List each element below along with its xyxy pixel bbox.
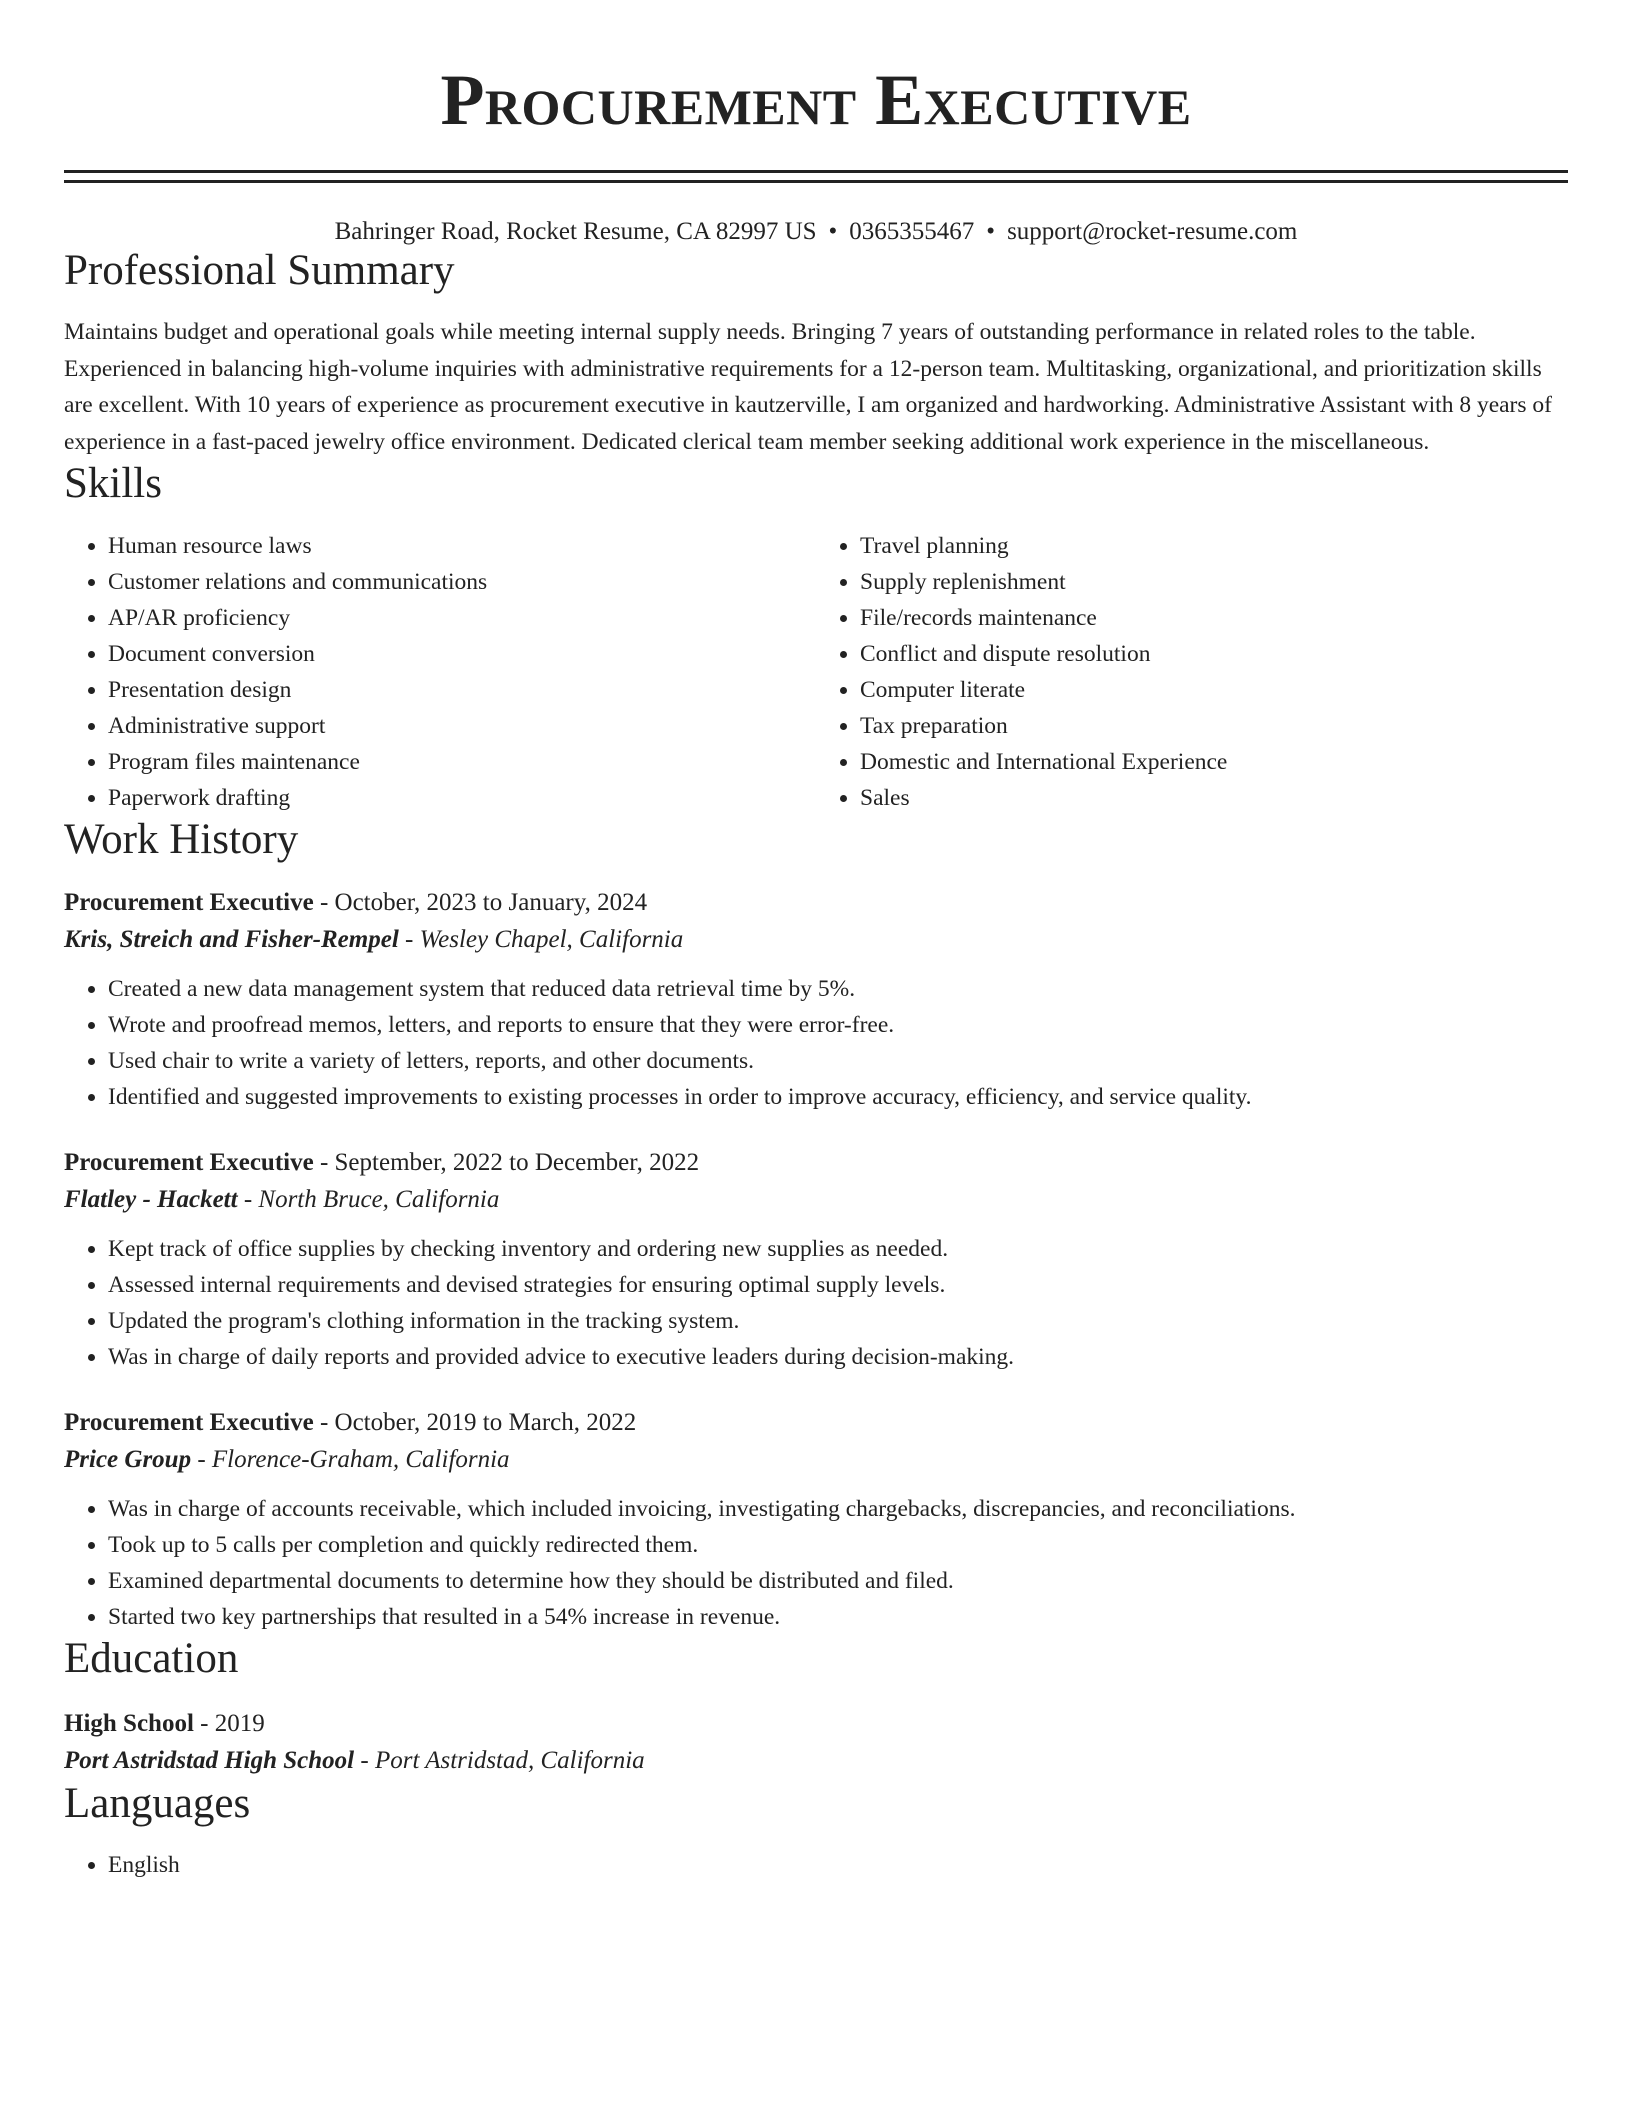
job-company-line: [64, 921, 1568, 959]
skill-item: • Domestic and International Experience: [860, 744, 1568, 780]
job-title-line: [64, 885, 1568, 921]
job-bullet: • Was in charge of daily reports and provided advice to executive leaders during decision-making.: [108, 1339, 1568, 1375]
skill-item: • Human resource laws: [108, 528, 816, 564]
job-location: - North Bruce, California: [237, 1185, 500, 1213]
skills-list-left: [64, 528, 816, 816]
job-bullet: • Examined departmental documents to determine how they should be distributed and filed.: [108, 1563, 1568, 1599]
work-history-heading: Work History: [64, 815, 299, 863]
skill-item: • Travel planning: [860, 528, 1568, 564]
job-company: Flatley - Hackett: [64, 1185, 238, 1213]
contact-phone: 0365355467: [849, 218, 975, 245]
job-role: Procurement Executive: [64, 1148, 314, 1176]
job-company-line: [64, 1441, 1568, 1479]
skill-item: • Tax preparation: [860, 708, 1568, 744]
job-bullet: • Was in charge of accounts receivable, which included invoicing, investigating chargebacks, discrepancies, and reconciliations.: [108, 1491, 1568, 1527]
job-bullet: • Wrote and proofread memos, letters, and reports to ensure that they were error-free.: [108, 1007, 1568, 1043]
job-bullet: • Updated the program's clothing information in the tracking system.: [108, 1303, 1568, 1339]
contact-email: support@rocket-resume.com: [1007, 218, 1298, 245]
education-heading: Education: [64, 1634, 239, 1682]
job-entry: [64, 1405, 1568, 1635]
skill-item: • Supply replenishment: [860, 564, 1568, 600]
job-company: Kris, Streich and Fisher-Rempel: [64, 925, 399, 953]
education-degree: High School: [64, 1710, 194, 1738]
title-divider: [64, 170, 1568, 183]
skills-columns: [64, 528, 1568, 816]
contact-separator: •: [986, 218, 996, 245]
language-item: • English: [108, 1847, 1568, 1883]
skill-item: • Paperwork drafting: [108, 780, 816, 816]
skill-item: • File/records maintenance: [860, 600, 1568, 636]
job-bullets: [64, 1491, 1568, 1635]
skill-item: • Computer literate: [860, 672, 1568, 708]
job-company: Price Group: [64, 1445, 192, 1473]
skill-item: • Sales: [860, 780, 1568, 816]
job-bullet: • Assessed internal requirements and devised strategies for ensuring optimal supply levels.: [108, 1267, 1568, 1303]
skills-heading: Skills: [64, 460, 162, 508]
job-bullet: • Took up to 5 calls per completion and quickly redirected them.: [108, 1527, 1568, 1563]
job-company-line: [64, 1181, 1568, 1219]
job-bullets: [64, 1231, 1568, 1375]
job-title-line: [64, 1405, 1568, 1441]
job-dates: - October, 2023 to January, 2024: [313, 888, 648, 916]
job-bullet: • Identified and suggested improvements to existing processes in order to improve accuracy, efficiency, and service quality.: [108, 1079, 1568, 1115]
resume-title: Procurement Executive: [440, 60, 1192, 140]
job-bullet: • Created a new data management system that reduced data retrieval time by 5%.: [108, 971, 1568, 1007]
job-location: - Wesley Chapel, California: [398, 925, 684, 953]
job-bullet: • Started two key partnerships that resulted in a 54% increase in revenue.: [108, 1599, 1568, 1635]
job-entry: [64, 885, 1568, 1115]
languages-list: [64, 1847, 1568, 1883]
languages-heading: Languages: [64, 1780, 251, 1828]
skills-list-right: [816, 528, 1568, 816]
job-title-line: [64, 1145, 1568, 1181]
skill-item: • Presentation design: [108, 672, 816, 708]
education-degree-line: [64, 1706, 1568, 1742]
job-role: Procurement Executive: [64, 888, 314, 916]
contact-line: [64, 217, 1568, 247]
education-location: - Port Astridstad, California: [354, 1747, 645, 1775]
job-location: - Florence-Graham, California: [191, 1445, 510, 1473]
job-dates: - September, 2022 to December, 2022: [313, 1148, 700, 1176]
contact-separator: •: [828, 218, 838, 245]
skill-item: • AP/AR proficiency: [108, 600, 816, 636]
skill-item: • Customer relations and communications: [108, 564, 816, 600]
education-year: - 2019: [193, 1710, 265, 1738]
skill-item: • Administrative support: [108, 708, 816, 744]
education-school-line: [64, 1742, 1568, 1780]
job-bullet: • Used chair to write a variety of letters, reports, and other documents.: [108, 1043, 1568, 1079]
summary-text: Maintains budget and operational goals while meeting internal supply needs. Bringing 7 years of outstanding performance in related roles to the table. Experienced in balancing high-volume inquiries with administrative requirements for a 12-person team. Multitasking, organizational, and prioritization skills are excellent. With 10 years of experience as procurement executive in kautzerville, I am organized and hardworking. Administrative Assistant with 8 years of experience in a fast-paced jewelry office environment. Dedicated clerical team member seeking additional work experience in the miscellaneous.: [64, 319, 1552, 455]
skill-item: • Document conversion: [108, 636, 816, 672]
skill-item: • Conflict and dispute resolution: [860, 636, 1568, 672]
job-bullets: [64, 971, 1568, 1115]
skill-item: • Program files maintenance: [108, 744, 816, 780]
job-role: Procurement Executive: [64, 1408, 314, 1436]
job-bullet: • Kept track of office supplies by checking inventory and ordering new supplies as needed.: [108, 1231, 1568, 1267]
job-dates: - October, 2019 to March, 2022: [313, 1408, 637, 1436]
job-entry: [64, 1145, 1568, 1375]
summary-heading: Professional Summary: [64, 247, 455, 294]
contact-address: Bahringer Road, Rocket Resume, CA 82997 US: [334, 218, 817, 245]
education-school: Port Astridstad High School: [64, 1747, 355, 1775]
